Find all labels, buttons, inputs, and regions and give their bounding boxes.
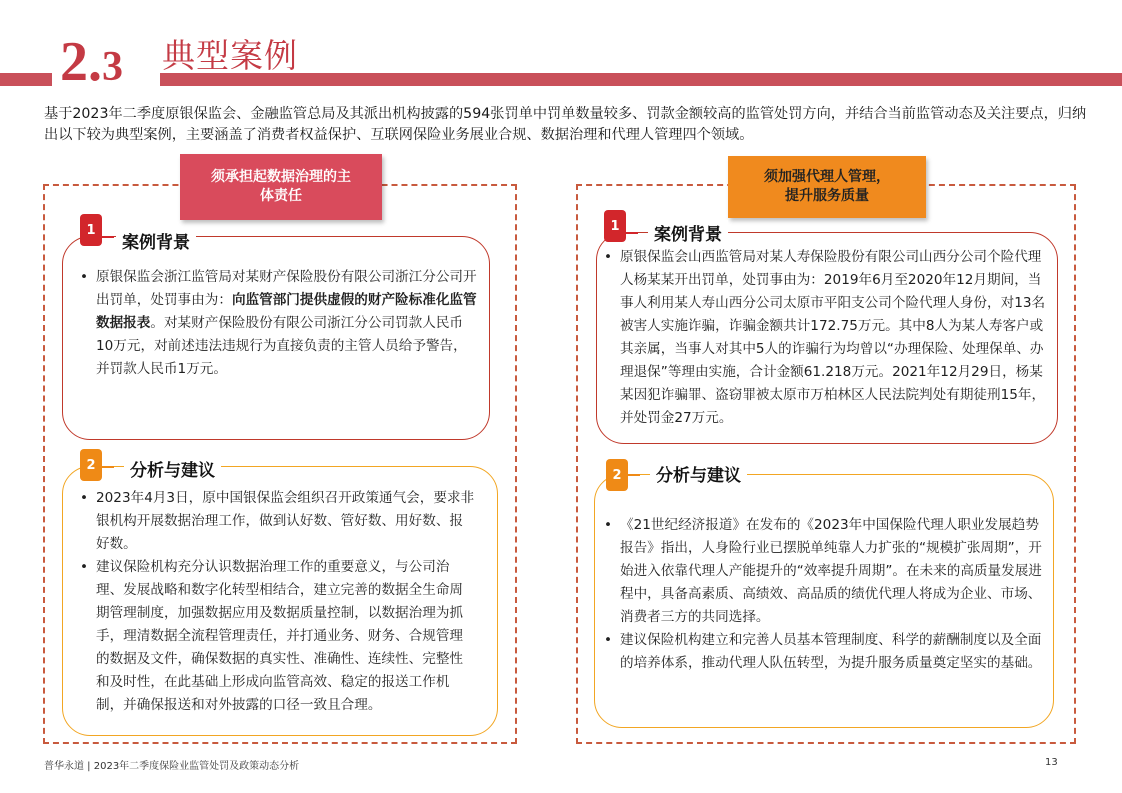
left-case-title: 案例背景 [116,228,196,253]
right-case-title: 案例背景 [648,220,728,245]
left-analysis-title: 分析与建议 [124,456,221,481]
left-panel-tab: 须承担起数据治理的主 体责任 [180,154,382,220]
left-analysis-badge: 2 [80,449,102,481]
page-number: 13 [1045,757,1058,768]
right-analysis-badge-line [628,474,640,476]
intro-paragraph: 基于2023年二季度原银保监会、金融监管总局及其派出机构披露的594张罚单中罚单数量较多、罚款金额较高的监管处罚方向，并结合当前监管动态及关注要点，归纳出以下较为典型案例，主要涵盖了消费者权益保护、互联网保险业务展业合规、数据治理和代理人管理四个领域。 [44,106,1087,143]
right-case-badge-line [626,232,638,234]
section-number: 2.3 [60,31,123,93]
list-item: • 2023年4月3日，原中国银保监会组织召开政策通气会，要求非银机构开展数据治理工作，做到认好数、管好数、用好数、报好数。 [80,487,476,556]
list-item: • 原银保监会山西监管局对某人寿保险股份有限公司山西分公司个险代理人杨某某开出罚单，处罚事由为：2019年6月至2020年12月期间，当事人利用某人寿山西分公司太原市平阳支公司个险代理人身份，对13名被害人实施诈骗，诈骗金额共计172.75万元。其中8人为某人寿客户或其亲属，当事人对其中5人的诈骗行为均曾以“办理保险、处理保单、办理退保”等理由实施，合计金额61.218万元。2021年12月29日，杨某某因犯诈骗罪、盗窃罪被太原市万柏林区人民法院判处有期徒刑15年，并处罚金27万元。 [604,246,1048,430]
left-case-list [80,266,480,381]
list-item: • 原银保监会浙江监管局对某财产保险股份有限公司浙江分公司开出罚单，处罚事由为：向监管部门提供虚假的财产险标准化监管数据报表。对某财产保险股份有限公司浙江分公司罚款人民币10万元，对前述违法违规行为直接负责的主管人员给予警告，并罚款人民币1万元。 [80,266,480,381]
right-panel-tab: 须加强代理人管理， 提升服务质量 [728,156,926,218]
list-item: • 《21世纪经济报道》在发布的《2023年中国保险代理人职业发展趋势报告》指出，人身险行业已摆脱单纯靠人力扩张的“规模扩张周期”，开始进入依靠代理人产能提升的“效率提升周期”。在未来的高质量发展进程中，具备高素质、高绩效、高品质的绩优代理人将成为企业、市场、消费者三方的共同选择。 [604,514,1044,629]
list-item: • 建议保险机构充分认识数据治理工作的重要意义，与公司治理、发展战略和数字化转型相结合，建立完善的数据全生命周期管理制度，加强数据应用及数据质量控制，以数据治理为抓手，理清数据全流程管理责任，并打通业务、财务、合规管理的数据及文件，确保数据的真实性、准确性、连续性、完整性和及时性，在此基础上形成向监管高效、稳定的报送工作机制，并确保报送和对外披露的口径一致且合理。 [80,556,476,717]
left-analysis-list [80,487,476,717]
right-case-badge: 1 [604,210,626,242]
right-analysis-title: 分析与建议 [650,461,747,486]
left-case-badge-line [102,236,114,238]
right-case-list [604,246,1048,430]
page-title: 典型案例 [162,36,298,75]
right-analysis-list [604,514,1044,675]
left-analysis-badge-line [102,466,114,468]
list-item: • 建议保险机构建立和完善人员基本管理制度、科学的薪酬制度以及全面的培养体系，推动代理人队伍转型，为提升服务质量奠定坚实的基础。 [604,629,1044,675]
right-analysis-badge: 2 [606,459,628,491]
footer-text: 普华永道 | 2023年二季度保险业监管处罚及政策动态分析 [44,761,300,772]
left-case-badge: 1 [80,214,102,246]
